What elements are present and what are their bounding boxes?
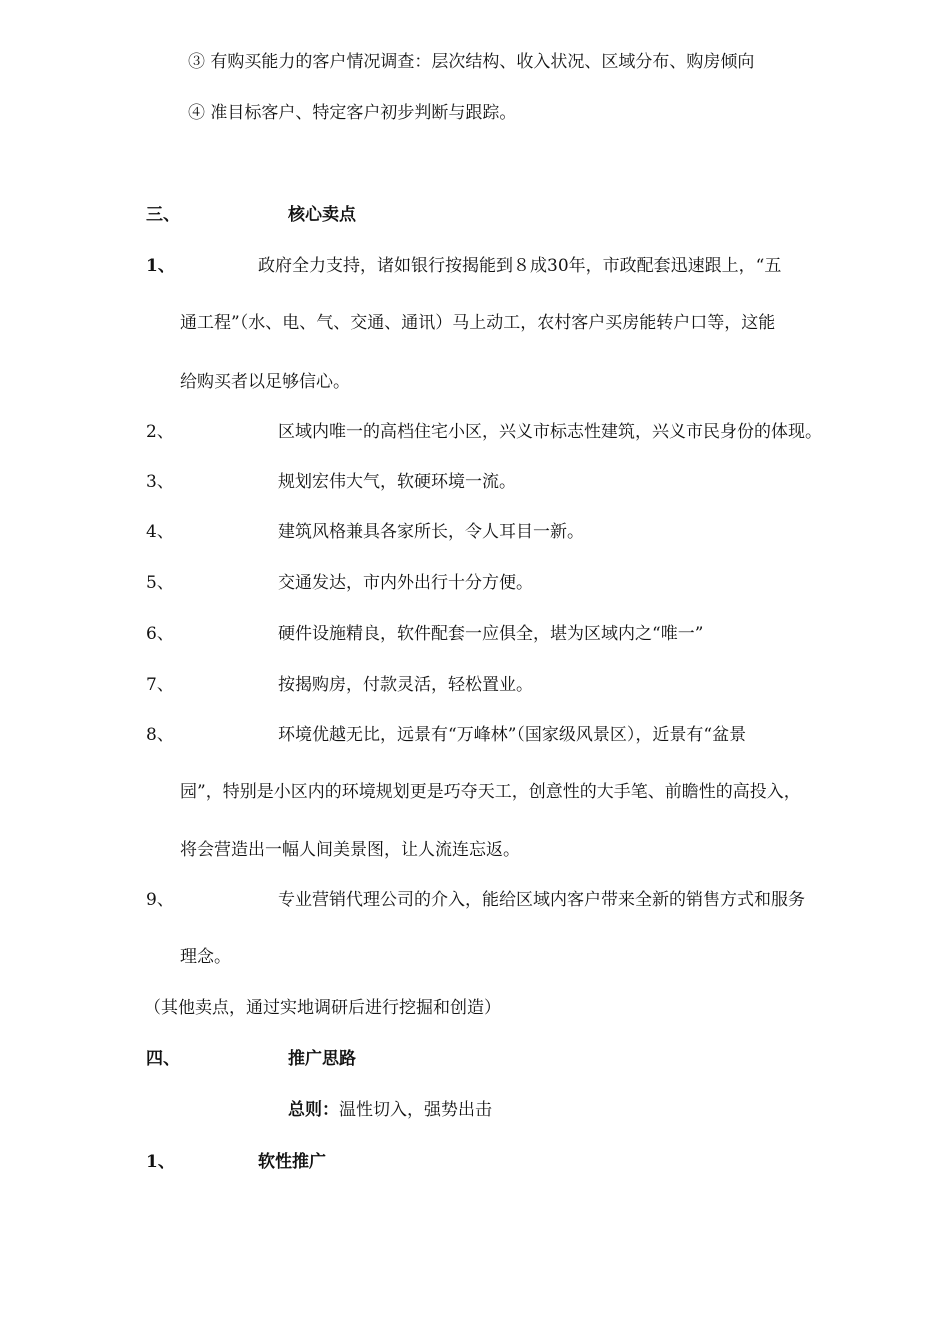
- promotion-summary: [288, 1098, 492, 1122]
- selling-point-1-line-1: 政府全力支持，诸如银行按揭能到８成30年，市政配套迅速跟上，“五: [258, 256, 782, 276]
- section-3-number: 三、: [146, 205, 180, 225]
- selling-point-7-text: 按揭购房，付款灵活，轻松置业。: [278, 675, 533, 695]
- selling-point-8-line-2: 园”，特别是小区内的环境规划更是巧夺天工，创意性的大手笔、前瞻性的高投入，: [180, 782, 801, 802]
- selling-point-9-line-1: 专业营销代理公司的介入，能给区域内客户带来全新的销售方式和服务: [278, 890, 805, 910]
- selling-point-8-line-1: 环境优越无比，远景有“万峰林”（国家级风景区），近景有“盆景: [278, 725, 747, 745]
- selling-point-8-number: 8、: [146, 725, 174, 745]
- subsection-1-title: 软性推广: [258, 1152, 326, 1172]
- selling-point-3-text: 规划宏伟大气，软硬环境一流。: [278, 472, 516, 492]
- section-3-title: 核心卖点: [288, 205, 356, 225]
- summary-text: 温性切入，强势出击: [339, 1100, 492, 1120]
- selling-point-2-text: 区域内唯一的高档住宅小区，兴义市标志性建筑，兴义市民身份的体现。: [278, 422, 822, 442]
- selling-point-6-text: 硬件设施精良，软件配套一应俱全，堪为区域内之“唯一”: [278, 624, 704, 644]
- section-4-title: 推广思路: [288, 1049, 356, 1069]
- selling-point-4-text: 建筑风格兼具各家所长，令人耳目一新。: [278, 522, 584, 542]
- selling-point-7-number: 7、: [146, 675, 174, 695]
- section-4-number: 四、: [146, 1049, 180, 1069]
- survey-item-4: ④ 准目标客户、特定客户初步判断与跟踪。: [188, 103, 517, 123]
- subsection-1-number: 1、: [146, 1152, 175, 1172]
- selling-point-3-number: 3、: [146, 472, 174, 492]
- selling-point-9-line-2: 理念。: [180, 947, 231, 967]
- survey-item-3: ③ 有购买能力的客户情况调查：层次结构、收入状况、区域分布、购房倾向: [188, 52, 755, 72]
- selling-point-9-number: 9、: [146, 890, 174, 910]
- selling-point-1-number: 1、: [146, 256, 175, 276]
- selling-point-1-line-3: 给购买者以足够信心。: [180, 372, 350, 392]
- selling-point-8-line-3: 将会营造出一幅人间美景图，让人流连忘返。: [180, 840, 520, 860]
- selling-point-5-text: 交通发达，市内外出行十分方便。: [278, 573, 533, 593]
- selling-points-note: （其他卖点，通过实地调研后进行挖掘和创造）: [144, 998, 501, 1018]
- selling-point-5-number: 5、: [146, 573, 174, 593]
- selling-point-2-number: 2、: [146, 422, 174, 442]
- selling-point-4-number: 4、: [146, 522, 174, 542]
- selling-point-1-line-2: 通工程”（水、电、气、交通、通讯）马上动工，农村客户买房能转户口等，这能: [180, 313, 776, 333]
- summary-label: 总则：: [288, 1100, 339, 1120]
- selling-point-6-number: 6、: [146, 624, 174, 644]
